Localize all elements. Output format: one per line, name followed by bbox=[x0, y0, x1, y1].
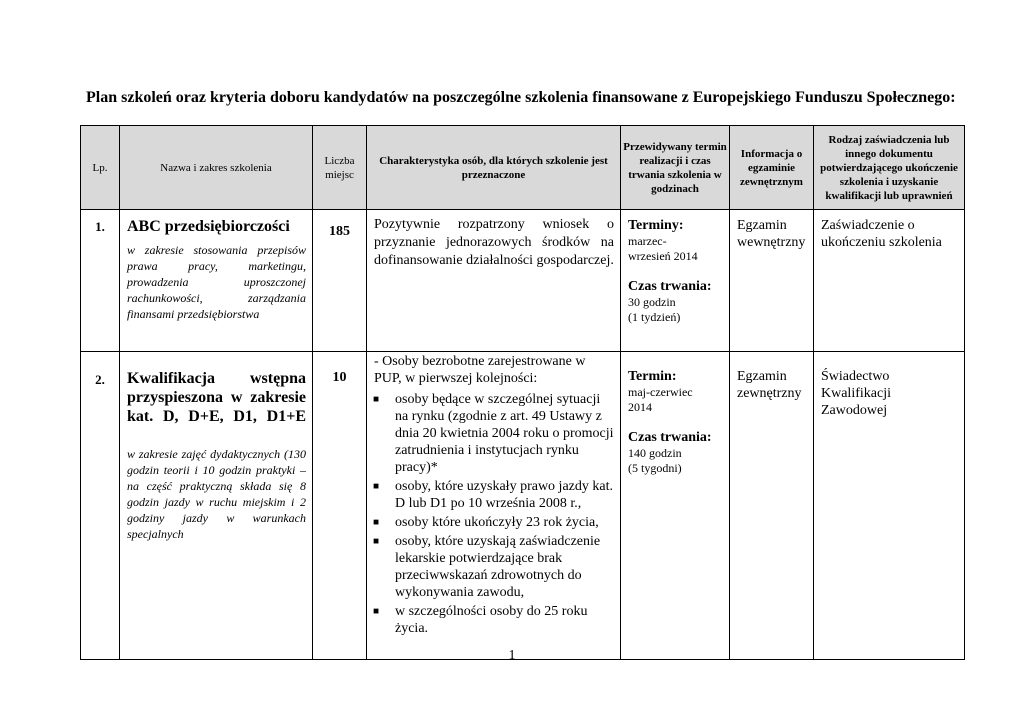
list-item: ■ osoby które ukończyły 23 rok życia, bbox=[373, 515, 599, 530]
square-bullet-icon: ■ bbox=[373, 536, 380, 547]
header-count: Liczba miejsc bbox=[313, 126, 367, 210]
term-cell bbox=[621, 352, 730, 660]
training-scope: w zakresie stosowania przepisów prawa pracy, marketingu, prowadzenia uproszczonej rachunkowości, zarządzania finansami przedsiębiorstwa bbox=[127, 243, 306, 321]
characteristics-cell bbox=[367, 352, 621, 660]
table-row bbox=[81, 210, 965, 352]
list-item: ■ osoby, które uzyskały prawo jazdy kat. D lub D1 po 10 września 2008 r., bbox=[373, 479, 613, 511]
term-label: Terminy: bbox=[628, 218, 684, 233]
header-term: Przewidywany termin realizacji i czas trwania szkolenia w godzinach bbox=[621, 126, 730, 210]
duration-hours: 140 godzin bbox=[628, 446, 682, 460]
term-label: Termin: bbox=[628, 369, 677, 384]
exam-cell bbox=[730, 352, 814, 660]
page-title: Plan szkoleń oraz kryteria doboru kandydatów na poszczególne szkolenia finansowane z Europejskiego Funduszu Społecznego: bbox=[86, 89, 956, 106]
training-name: Kwalifikacja wstępna przyspieszona w zakresie kat. D, D+E, D1, D1+E bbox=[127, 370, 306, 425]
training-name-cell bbox=[120, 210, 313, 352]
certificate-info: Świadectwo Kwalifikacji Zawodowej bbox=[821, 369, 891, 418]
duration-label: Czas trwania: bbox=[628, 279, 712, 294]
square-bullet-icon: ■ bbox=[373, 606, 380, 617]
characteristics-text: Pozytywnie rozpatrzony wniosek o przyznanie jednorazowych środków na dofinansowanie działalności gospodarczej. bbox=[374, 217, 614, 268]
training-scope: w zakresie zajęć dydaktycznych (130 godzin teorii i 10 godzin praktyki – na część praktyczną składa się 8 godzin jazdy w ruchu miejskim i 2 godziny jazdy w warunkach specjalnych bbox=[127, 447, 306, 541]
table-row bbox=[81, 352, 965, 660]
duration-weeks: (5 tygodni) bbox=[628, 461, 682, 475]
page-number: 1 bbox=[508, 648, 516, 663]
certificate-info: Zaświadczenie o ukończeniu szkolenia bbox=[821, 218, 942, 250]
header-exam: Informacja o egzaminie zewnętrznym bbox=[730, 126, 814, 210]
square-bullet-icon: ■ bbox=[373, 394, 380, 405]
exam-info: Egzamin wewnętrzny bbox=[737, 218, 806, 250]
term-value: marzec- wrzesień 2014 bbox=[628, 234, 698, 263]
square-bullet-icon: ■ bbox=[373, 517, 380, 528]
row-lp: 1. bbox=[81, 210, 120, 352]
header-name: Nazwa i zakres szkolenia bbox=[120, 126, 313, 210]
training-name-cell bbox=[120, 352, 313, 660]
characteristics-intro: - Osoby bezrobotne zarejestrowane w PUP, w pierwszej kolejności: bbox=[374, 354, 586, 386]
certificate-cell bbox=[814, 210, 965, 352]
places-count: 10 bbox=[332, 370, 347, 385]
characteristics-list bbox=[367, 391, 614, 639]
list-item: ■ w szczególności osoby do 25 roku życia. bbox=[373, 604, 588, 636]
list-item: ■ osoby będące w szczególnej sytuacji na rynku (zgodnie z art. 49 Ustawy z dnia 20 kwietnia 2004 roku o promocji zatrudnienia i instytucjach rynku pracy)* bbox=[373, 392, 614, 475]
exam-cell bbox=[730, 210, 814, 352]
duration-hours: 30 godzin bbox=[628, 295, 676, 309]
square-bullet-icon: ■ bbox=[373, 481, 380, 492]
exam-info: Egzamin zewnętrzny bbox=[737, 369, 802, 401]
places-count-cell bbox=[313, 210, 367, 352]
header-characteristics: Charakterystyka osób, dla których szkolenie jest przeznaczone bbox=[367, 126, 621, 210]
training-name: ABC przedsiębiorczości bbox=[127, 218, 290, 235]
places-count-cell bbox=[313, 352, 367, 660]
header-certificate: Rodzaj zaświadczenia lub innego dokumentu potwierdzającego ukończenie szkolenia i uzyskanie kwalifikacji lub uprawnień bbox=[814, 126, 965, 210]
training-plan-table bbox=[80, 125, 965, 660]
table-header-row bbox=[81, 126, 965, 210]
certificate-cell bbox=[814, 352, 965, 660]
duration-weeks: (1 tydzień) bbox=[628, 310, 681, 324]
row-lp: 2. bbox=[81, 352, 120, 660]
duration-label: Czas trwania: bbox=[628, 430, 712, 445]
list-item: ■ osoby, które uzyskają zaświadczenie lekarskie potwierdzające brak przeciwwskazań zdrowotnych do wykonywania zawodu, bbox=[373, 534, 601, 600]
term-cell bbox=[621, 210, 730, 352]
places-count: 185 bbox=[329, 224, 350, 239]
header-lp: Lp. bbox=[81, 126, 120, 210]
characteristics-cell bbox=[367, 210, 621, 352]
term-value: maj-czerwiec 2014 bbox=[628, 385, 693, 414]
